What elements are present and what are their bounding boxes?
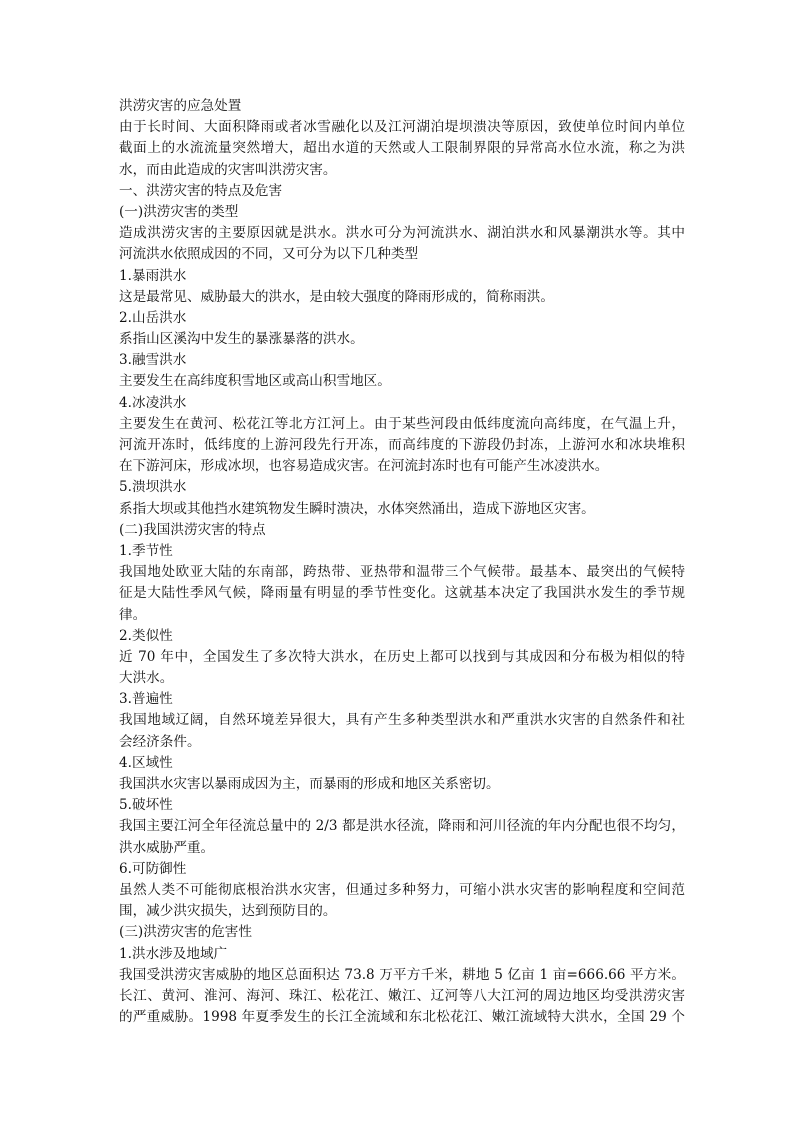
paragraph-line: 围，减少洪灾损失，达到预防目的。	[119, 903, 337, 920]
paragraph-line: 截面上的水流流量突然增大，超出水道的天然或人工限制界限的异常高水位水流，称之为洪	[119, 140, 685, 157]
subsection-heading: (二)我国洪涝灾害的特点	[119, 521, 266, 538]
paragraph-line: 律。	[119, 606, 147, 623]
paragraph-line: 我国地处欧亚大陆的东南部，跨热带、亚热带和温带三个气候带。最基本、最突出的气候特	[119, 564, 685, 581]
paragraph-line: 河流洪水依照成因的不同，又可分为以下几种类型	[119, 246, 419, 263]
list-heading: 3.普遍性	[119, 691, 173, 708]
paragraph-line: 主要发生在黄河、松花江等北方江河上。由于某些河段由低纬度流向高纬度，在气温上升，	[119, 415, 685, 432]
list-heading: 2.类似性	[119, 627, 173, 644]
paragraph-line: 虽然人类不可能彻底根治洪水灾害，但通过多种努力，可缩小洪水灾害的影响程度和空间范	[119, 881, 685, 898]
list-heading: 4.冰凌洪水	[119, 394, 187, 411]
heading-title: 洪涝灾害的应急处置	[119, 98, 242, 114]
paragraph-line: 我国主要江河全年径流总量中的 2/3 都是洪水径流，降雨和河川径流的年内分配也很不均匀，	[119, 818, 685, 835]
list-heading: 4.区域性	[119, 754, 173, 771]
paragraph-line: 造成洪涝灾害的主要原因就是洪水。洪水可分为河流洪水、湖泊洪水和风暴潮洪水等。其中	[119, 225, 685, 242]
list-heading: 2.山岳洪水	[119, 309, 187, 326]
paragraph-line: 在下游河床，形成冰坝，也容易造成灾害。在河流封冻时也有可能产生冰凌洪水。	[119, 458, 609, 475]
paragraph-line: 水，而由此造成的灾害叫洪涝灾害。	[119, 161, 337, 178]
paragraph-line: 主要发生在高纬度积雪地区或高山积雪地区。	[119, 373, 391, 390]
paragraph-line: 近 70 年中，全国发生了多次特大洪水，在历史上都可以找到与其成因和分布极为相似的特	[119, 648, 685, 665]
paragraph-line: 河流开冻时，低纬度的上游河段先行开冻，而高纬度的下游段仍封冻，上游河水和冰块堆积	[119, 437, 685, 453]
paragraph-line: 长江、黄河、淮河、海河、珠江、松花江、嫩江、辽河等八大江河的周边地区均受洪涝灾害	[119, 987, 685, 1004]
paragraph-line: 这是最常见、威胁最大的洪水，是由较大强度的降雨形成的，简称雨洪。	[119, 288, 554, 305]
list-heading: 3.融雪洪水	[119, 352, 187, 369]
list-heading: 1.季节性	[119, 542, 173, 559]
list-heading: 1.洪水涉及地域广	[119, 945, 228, 962]
paragraph-line: 征是大陆性季风气候，降雨量有明显的季节性变化。这就基本决定了我国洪水发生的季节规	[119, 585, 685, 602]
list-heading: 6.可防御性	[119, 860, 187, 877]
paragraph-line: 大洪水。	[119, 670, 174, 687]
paragraph-line: 系指山区溪沟中发生的暴涨暴落的洪水。	[119, 331, 364, 348]
section-heading: 一、洪涝灾害的特点及危害	[119, 182, 283, 199]
paragraph-line: 我国地域辽阔，自然环境差异很大，具有产生多种类型洪水和严重洪水灾害的自然条件和社	[119, 712, 685, 729]
subsection-heading: (一)洪涝灾害的类型	[119, 203, 239, 220]
paragraph-line: 的严重威胁。1998 年夏季发生的长江全流域和东北松花江、嫩江流域特大洪水，全国 29 个	[119, 1009, 685, 1026]
subsection-heading: (三)洪涝灾害的危害性	[119, 924, 252, 941]
list-heading: 5.破坏性	[119, 797, 173, 814]
paragraph-line: 洪水威胁严重。	[119, 839, 215, 856]
paragraph-line: 由于长时间、大面积降雨或者冰雪融化以及江河湖泊堤坝溃决等原因，致使单位时间内单位	[119, 119, 685, 136]
list-heading: 5.溃坝洪水	[119, 479, 187, 496]
paragraph-line: 我国洪水灾害以暴雨成因为主，而暴雨的形成和地区关系密切。	[119, 776, 500, 792]
list-heading: 1.暴雨洪水	[119, 267, 187, 284]
paragraph-line: 系指大坝或其他挡水建筑物发生瞬时溃决，水体突然涌出，造成下游地区灾害。	[119, 500, 595, 517]
paragraph-line: 我国受洪涝灾害威胁的地区总面积达 73.8 万平方千米，耕地 5 亿亩 1 亩=666.66 平方米。	[119, 966, 685, 983]
paragraph-line: 会经济条件。	[119, 733, 201, 750]
document-body	[119, 96, 685, 1028]
